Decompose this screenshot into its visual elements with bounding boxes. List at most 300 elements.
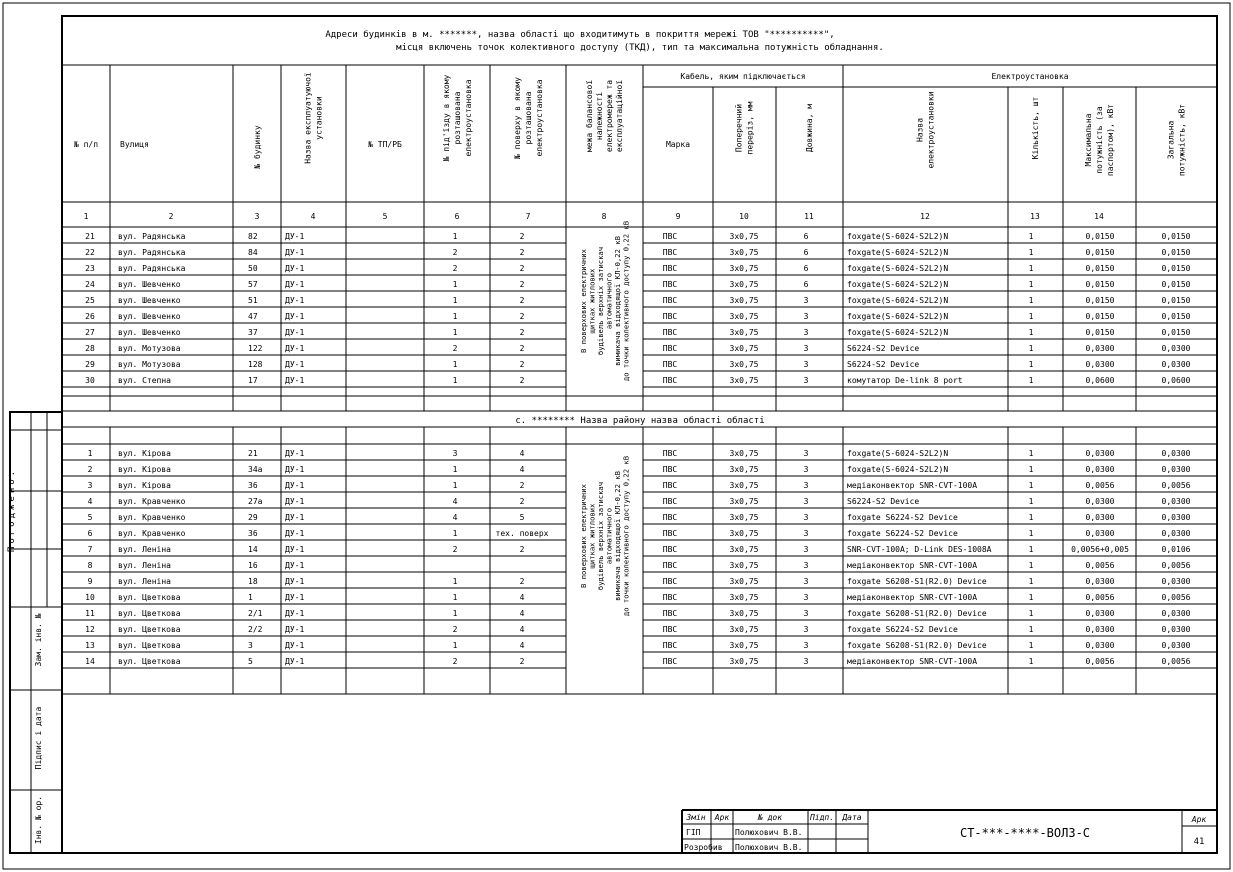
cell-total-power: 0,0300 (1161, 609, 1191, 618)
cell-qty: 1 (1028, 376, 1034, 385)
table-grid (62, 65, 1217, 694)
cell-street: вул. Цветкова (118, 593, 181, 602)
cell-mark: ПВС (662, 296, 678, 305)
cell-device: медіаконвектор SNR-CVT-100A (847, 481, 978, 490)
cell-entrance: 1 (452, 360, 458, 369)
cell-building: 18 (248, 577, 258, 586)
column-number: 2 (168, 212, 174, 221)
column-number: 7 (525, 212, 531, 221)
cell-length: 3 (803, 344, 809, 353)
boundary-note-village: В поверхових електричних (578, 484, 588, 588)
side-agreed-label: Погоджено: (7, 467, 17, 553)
column-number: 9 (675, 212, 681, 221)
cell-length: 3 (803, 497, 809, 506)
cell-device: foxgate(S-6024-S2L2)N (847, 248, 949, 257)
cell-section: 3х0,75 (729, 376, 759, 385)
cell-mark: ПВС (662, 577, 678, 586)
cell-entrance: 1 (452, 609, 458, 618)
side-sign-date-label: Підпис і дата (34, 706, 43, 770)
cell-entrance: 1 (452, 376, 458, 385)
cell-section: 3х0,75 (729, 561, 759, 570)
cell-qty: 1 (1028, 248, 1034, 257)
cell-operator: ДУ-1 (285, 248, 305, 257)
cell-max-power: 0,0300 (1085, 625, 1115, 634)
tb-sign: Підп. (809, 813, 835, 822)
header-total-power: потужність, кВт (1177, 103, 1187, 177)
tb-gip-name: Полюхович В.В. (735, 828, 803, 837)
cell-qty: 1 (1028, 609, 1034, 618)
cell-mark: ПВС (662, 449, 678, 458)
cell-length: 3 (803, 609, 809, 618)
cell-max-power: 0,0150 (1085, 280, 1115, 289)
cell-total-power: 0,0150 (1161, 296, 1191, 305)
boundary-note-village: будівель верхніх затискач (595, 481, 605, 591)
column-number: 13 (1030, 212, 1040, 221)
tb-sheet-number: 41 (1193, 837, 1205, 847)
cell-length: 3 (803, 657, 809, 666)
cell-building: 2/1 (248, 609, 263, 618)
cell-floor: 2 (519, 376, 525, 385)
cell-street: вул. Шевченко (118, 280, 181, 289)
cell-device: foxgate S6224-S2 Device (847, 529, 958, 538)
column-number: 4 (310, 212, 316, 221)
cell-entrance: 2 (452, 264, 458, 273)
cell-street: вул. Леніна (118, 577, 171, 586)
cell-building: 5 (248, 657, 253, 666)
cell-floor: 5 (519, 513, 525, 522)
cell-street: вул. Кравченко (118, 497, 186, 506)
cell-section: 3х0,75 (729, 625, 759, 634)
tb-date: Дата (842, 813, 862, 822)
cell-qty: 1 (1028, 481, 1034, 490)
cell-building: 57 (248, 280, 258, 289)
cell-operator: ДУ-1 (285, 609, 305, 618)
cell-max-power: 0,0056+0,005 (1071, 545, 1129, 554)
header-boundary: межа балансової (585, 79, 594, 153)
cell-max-power: 0,0300 (1085, 609, 1115, 618)
cell-num: 13 (85, 641, 95, 650)
cell-operator: ДУ-1 (285, 312, 305, 321)
cell-street: вул. Мотузова (118, 344, 181, 353)
cell-device: комутатор De-link 8 port (847, 376, 963, 385)
cell-floor: 2 (519, 248, 525, 257)
cell-mark: ПВС (662, 657, 678, 666)
cell-floor: 2 (519, 481, 525, 490)
cell-entrance: 1 (452, 481, 458, 490)
cell-section: 3х0,75 (729, 529, 759, 538)
cell-mark: ПВС (662, 248, 678, 257)
cell-entrance: 1 (452, 296, 458, 305)
cell-mark: ПВС (662, 465, 678, 474)
cell-qty: 1 (1028, 641, 1034, 650)
cell-num: 21 (85, 232, 95, 241)
cell-section: 3х0,75 (729, 296, 759, 305)
cell-building: 1 (248, 593, 253, 602)
cell-qty: 1 (1028, 513, 1034, 522)
cell-num: 25 (85, 296, 95, 305)
boundary-note-city: автоматичного (604, 272, 614, 330)
header-building: № будинку (253, 125, 262, 169)
cell-length: 3 (803, 513, 809, 522)
header-street: Вулиця (120, 140, 149, 149)
cell-total-power: 0,0300 (1161, 625, 1191, 634)
cell-operator: ДУ-1 (285, 513, 305, 522)
cell-qty: 1 (1028, 561, 1034, 570)
cell-mark: ПВС (662, 545, 678, 554)
cell-total-power: 0,0150 (1161, 312, 1191, 321)
cell-building: 36 (248, 529, 258, 538)
cell-max-power: 0,0150 (1085, 264, 1115, 273)
cell-street: вул. Радянська (118, 248, 186, 257)
cell-length: 3 (803, 449, 809, 458)
cell-max-power: 0,0300 (1085, 344, 1115, 353)
cell-qty: 1 (1028, 449, 1034, 458)
cell-section: 3х0,75 (729, 360, 759, 369)
cell-length: 3 (803, 625, 809, 634)
cell-operator: ДУ-1 (285, 593, 305, 602)
cell-mark: ПВС (662, 561, 678, 570)
cell-section: 3х0,75 (729, 344, 759, 353)
cell-num: 12 (85, 625, 95, 634)
cell-building: 2/2 (248, 625, 263, 634)
cell-length: 3 (803, 296, 809, 305)
cell-max-power: 0,0300 (1085, 641, 1115, 650)
cell-qty: 1 (1028, 465, 1034, 474)
boundary-note-city: вимикача відходящої КЛ-0,22 кВ (612, 236, 622, 366)
cell-mark: ПВС (662, 497, 678, 506)
cell-length: 3 (803, 312, 809, 321)
cell-total-power: 0,0300 (1161, 513, 1191, 522)
cell-operator: ДУ-1 (285, 497, 305, 506)
cell-floor: 2 (519, 577, 525, 586)
boundary-note-city: щитках житлових (587, 268, 597, 334)
cell-max-power: 0,0300 (1085, 497, 1115, 506)
tb-izm: Змін (686, 813, 706, 822)
cell-qty: 1 (1028, 296, 1034, 305)
cell-floor: 2 (519, 264, 525, 273)
cell-device: foxgate S6208-S1(R2.0) Device (847, 577, 987, 586)
cell-mark: ПВС (662, 609, 678, 618)
cell-device: foxgate(S-6024-S2L2)N (847, 232, 949, 241)
cell-entrance: 2 (452, 625, 458, 634)
cell-section: 3х0,75 (729, 232, 759, 241)
cell-qty: 1 (1028, 593, 1034, 602)
header-entrance: розташована (453, 91, 462, 145)
header-operator: установки (314, 96, 324, 140)
cell-section: 3х0,75 (729, 657, 759, 666)
cell-street: вул. Степна (118, 376, 171, 385)
cell-floor: тех. поверх (495, 529, 549, 538)
cell-street: вул. Леніна (118, 561, 171, 570)
tb-ark: Арк (714, 813, 730, 822)
cell-operator: ДУ-1 (285, 328, 305, 337)
cell-floor: 4 (519, 465, 525, 474)
cell-device: медіаконвектор SNR-CVT-100A (847, 657, 978, 666)
header-floor: електроустановка (535, 79, 544, 157)
village-label: с. ******** Назва району назва області області (515, 416, 765, 426)
cell-num: 9 (87, 577, 93, 586)
cell-building: 14 (248, 545, 258, 554)
cell-length: 3 (803, 465, 809, 474)
cell-length: 3 (803, 577, 809, 586)
cell-entrance: 2 (452, 545, 458, 554)
cell-operator: ДУ-1 (285, 577, 305, 586)
cell-num: 22 (85, 248, 95, 257)
boundary-note-city: В поверхових електричних (578, 249, 588, 353)
cell-qty: 1 (1028, 280, 1034, 289)
header-qty: Кількість, шт (1031, 96, 1040, 160)
header-cable-group: Кабель, яким підключається (680, 72, 806, 81)
cell-length: 3 (803, 360, 809, 369)
header-tp: № ТП/РБ (368, 140, 402, 149)
cell-device: foxgate(S-6024-S2L2)N (847, 328, 949, 337)
tb-gip-role: ГІП (686, 828, 701, 837)
cell-operator: ДУ-1 (285, 657, 305, 666)
cell-floor: 2 (519, 360, 525, 369)
cell-mark: ПВС (662, 481, 678, 490)
cell-operator: ДУ-1 (285, 449, 305, 458)
cell-max-power: 0,0150 (1085, 232, 1115, 241)
boundary-note-village: автоматичного (604, 507, 614, 565)
header-entrance: № під'їзду в якому (442, 74, 451, 162)
boundary-note-village: вимикача відходящої КЛ-0,22 кВ (612, 471, 622, 601)
cell-length: 3 (803, 529, 809, 538)
cell-building: 128 (248, 360, 263, 369)
cell-section: 3х0,75 (729, 481, 759, 490)
side-inv-orig-label: Інв. № ор. (34, 795, 43, 845)
header-floor: розташована (524, 91, 533, 145)
cell-device: S6224-S2 Device (847, 360, 920, 369)
column-number: 6 (454, 212, 460, 221)
cell-floor: 4 (519, 641, 525, 650)
cell-num: 11 (85, 609, 95, 618)
cell-building: 36 (248, 481, 258, 490)
header-num: № п/п (73, 140, 99, 149)
cell-mark: ПВС (662, 280, 678, 289)
cell-section: 3х0,75 (729, 609, 759, 618)
cell-num: 7 (87, 545, 93, 554)
column-number: 11 (804, 212, 814, 221)
cell-num: 8 (87, 561, 93, 570)
cell-entrance: 1 (452, 641, 458, 650)
header-device: Назва (915, 117, 925, 143)
cell-qty: 1 (1028, 344, 1034, 353)
cell-num: 10 (85, 593, 95, 602)
cell-entrance: 1 (452, 328, 458, 337)
column-number: 8 (601, 212, 607, 221)
tb-dev-name: Полюхович В.В. (735, 843, 803, 852)
cell-operator: ДУ-1 (285, 529, 305, 538)
side-inv-replace-label: Зам. інв. № (34, 613, 43, 667)
cell-operator: ДУ-1 (285, 376, 305, 385)
cell-device: foxgate(S-6024-S2L2)N (847, 296, 949, 305)
cell-building: 84 (248, 248, 258, 257)
cell-building: 27а (248, 497, 263, 506)
cell-total-power: 0,0300 (1161, 529, 1191, 538)
cell-entrance: 1 (452, 312, 458, 321)
cell-street: вул. Шевченко (118, 328, 181, 337)
cell-building: 17 (248, 376, 258, 385)
cell-floor: 2 (519, 497, 525, 506)
cell-street: вул. Кірова (118, 481, 171, 490)
cell-total-power: 0,0056 (1161, 481, 1191, 490)
cell-entrance: 1 (452, 465, 458, 474)
header-boundary: належності (595, 91, 604, 141)
cell-section: 3х0,75 (729, 264, 759, 273)
cell-entrance: 2 (452, 344, 458, 353)
cell-max-power: 0,0150 (1085, 296, 1115, 305)
cell-total-power: 0,0150 (1161, 264, 1191, 273)
cell-total-power: 0,0106 (1161, 545, 1191, 554)
cell-qty: 1 (1028, 264, 1034, 273)
cell-qty: 1 (1028, 312, 1034, 321)
cell-qty: 1 (1028, 497, 1034, 506)
cell-max-power: 0,0300 (1085, 577, 1115, 586)
cell-max-power: 0,0056 (1085, 593, 1115, 602)
tb-dev-role: Розробив (684, 843, 723, 852)
header-device: електроустановки (926, 91, 936, 169)
cell-section: 3х0,75 (729, 593, 759, 602)
cell-entrance: 4 (452, 513, 458, 522)
cell-device: foxgate S6208-S1(R2.0) Device (847, 641, 987, 650)
cell-mark: ПВС (662, 376, 678, 385)
cell-total-power: 0,0300 (1161, 449, 1191, 458)
cell-floor: 2 (519, 344, 525, 353)
cell-operator: ДУ-1 (285, 344, 305, 353)
cell-operator: ДУ-1 (285, 481, 305, 490)
cell-total-power: 0,0300 (1161, 497, 1191, 506)
cell-section: 3х0,75 (729, 280, 759, 289)
cell-building: 50 (248, 264, 258, 273)
boundary-note-village: щитках житлових (587, 503, 597, 569)
header-floor: № поверху в якому (513, 77, 522, 159)
cell-device: foxgate(S-6024-S2L2)N (847, 465, 949, 474)
cell-qty: 1 (1028, 328, 1034, 337)
cell-length: 3 (803, 328, 809, 337)
cell-total-power: 0,0300 (1161, 641, 1191, 650)
cell-total-power: 0,0600 (1161, 376, 1191, 385)
cell-street: вул. Кірова (118, 465, 171, 474)
cell-device: foxgate(S-6024-S2L2)N (847, 449, 949, 458)
cell-num: 6 (87, 529, 93, 538)
cell-operator: ДУ-1 (285, 545, 305, 554)
cell-floor: 4 (519, 449, 525, 458)
header-install-group: Електроустановка (991, 72, 1069, 81)
cell-building: 29 (248, 513, 258, 522)
cell-qty: 1 (1028, 545, 1034, 554)
cell-entrance: 1 (452, 280, 458, 289)
title-line-2: місця включень точок колективного доступу (ТКД), тип та максимальна потужність обладнання. (396, 43, 884, 53)
cell-qty: 1 (1028, 577, 1034, 586)
tb-doc: № док (757, 813, 783, 822)
cell-total-power: 0,0056 (1161, 561, 1191, 570)
cell-device: foxgate(S-6024-S2L2)N (847, 264, 949, 273)
cell-floor: 4 (519, 609, 525, 618)
cell-device: SNR-CVT-100A; D-Link DES-1008A (847, 545, 992, 554)
cell-qty: 1 (1028, 657, 1034, 666)
cell-section: 3х0,75 (729, 497, 759, 506)
cell-max-power: 0,0056 (1085, 657, 1115, 666)
cell-num: 26 (85, 312, 95, 321)
column-number: 1 (83, 212, 89, 221)
cell-entrance: 4 (452, 497, 458, 506)
cell-device: foxgate(S-6024-S2L2)N (847, 312, 949, 321)
cell-building: 34а (248, 465, 263, 474)
cell-building: 122 (248, 344, 263, 353)
cell-mark: ПВС (662, 529, 678, 538)
cell-operator: ДУ-1 (285, 561, 305, 570)
column-number: 10 (739, 212, 749, 221)
cell-length: 6 (803, 248, 809, 257)
inner-border (62, 16, 1217, 853)
cell-entrance: 1 (452, 593, 458, 602)
cell-building: 21 (248, 449, 258, 458)
cell-street: вул. Кравченко (118, 513, 186, 522)
cell-device: медіаконвектор SNR-CVT-100A (847, 561, 978, 570)
cell-total-power: 0,0150 (1161, 232, 1191, 241)
header-section: переріз, мм (745, 101, 755, 155)
cell-entrance: 2 (452, 657, 458, 666)
cell-num: 28 (85, 344, 95, 353)
cell-floor: 2 (519, 545, 525, 554)
cell-num: 4 (87, 497, 93, 506)
cell-qty: 1 (1028, 625, 1034, 634)
cell-total-power: 0,0300 (1161, 360, 1191, 369)
cell-length: 6 (803, 280, 809, 289)
cell-street: вул. Кравченко (118, 529, 186, 538)
cell-total-power: 0,0056 (1161, 593, 1191, 602)
cell-length: 3 (803, 376, 809, 385)
cell-building: 82 (248, 232, 258, 241)
cell-device: S6224-S2 Device (847, 344, 920, 353)
cell-num: 23 (85, 264, 95, 273)
header-boundary: електромереж та (605, 79, 614, 153)
cell-operator: ДУ-1 (285, 280, 305, 289)
cell-mark: ПВС (662, 232, 678, 241)
cell-total-power: 0,0150 (1161, 248, 1191, 257)
cell-length: 3 (803, 593, 809, 602)
boundary-note-city: будівель верхніх затискач (595, 246, 605, 356)
cell-device: медіаконвектор SNR-CVT-100A (847, 593, 978, 602)
cell-entrance: 1 (452, 529, 458, 538)
cell-mark: ПВС (662, 344, 678, 353)
cell-num: 27 (85, 328, 95, 337)
cell-floor: 2 (519, 328, 525, 337)
cell-entrance: 1 (452, 232, 458, 241)
cell-building: 3 (248, 641, 253, 650)
cell-floor: 2 (519, 657, 525, 666)
header-boundary: експлуатаційної (615, 79, 624, 153)
cell-device: S6224-S2 Device (847, 497, 920, 506)
cell-street: вул. Мотузова (118, 360, 181, 369)
cell-street: вул. Цветкова (118, 609, 181, 618)
cell-operator: ДУ-1 (285, 360, 305, 369)
cell-mark: ПВС (662, 328, 678, 337)
header-max-power: потужність (за (1095, 106, 1104, 174)
cell-num: 29 (85, 360, 95, 369)
cell-street: вул. Цветкова (118, 625, 181, 634)
cell-mark: ПВС (662, 360, 678, 369)
header-length: Довжина, м (805, 103, 814, 153)
table-text (7, 29, 1206, 852)
cell-max-power: 0,0300 (1085, 449, 1115, 458)
cell-section: 3х0,75 (729, 248, 759, 257)
cell-qty: 1 (1028, 360, 1034, 369)
cell-qty: 1 (1028, 232, 1034, 241)
cell-section: 3х0,75 (729, 641, 759, 650)
cell-floor: 2 (519, 232, 525, 241)
cell-max-power: 0,0150 (1085, 248, 1115, 257)
